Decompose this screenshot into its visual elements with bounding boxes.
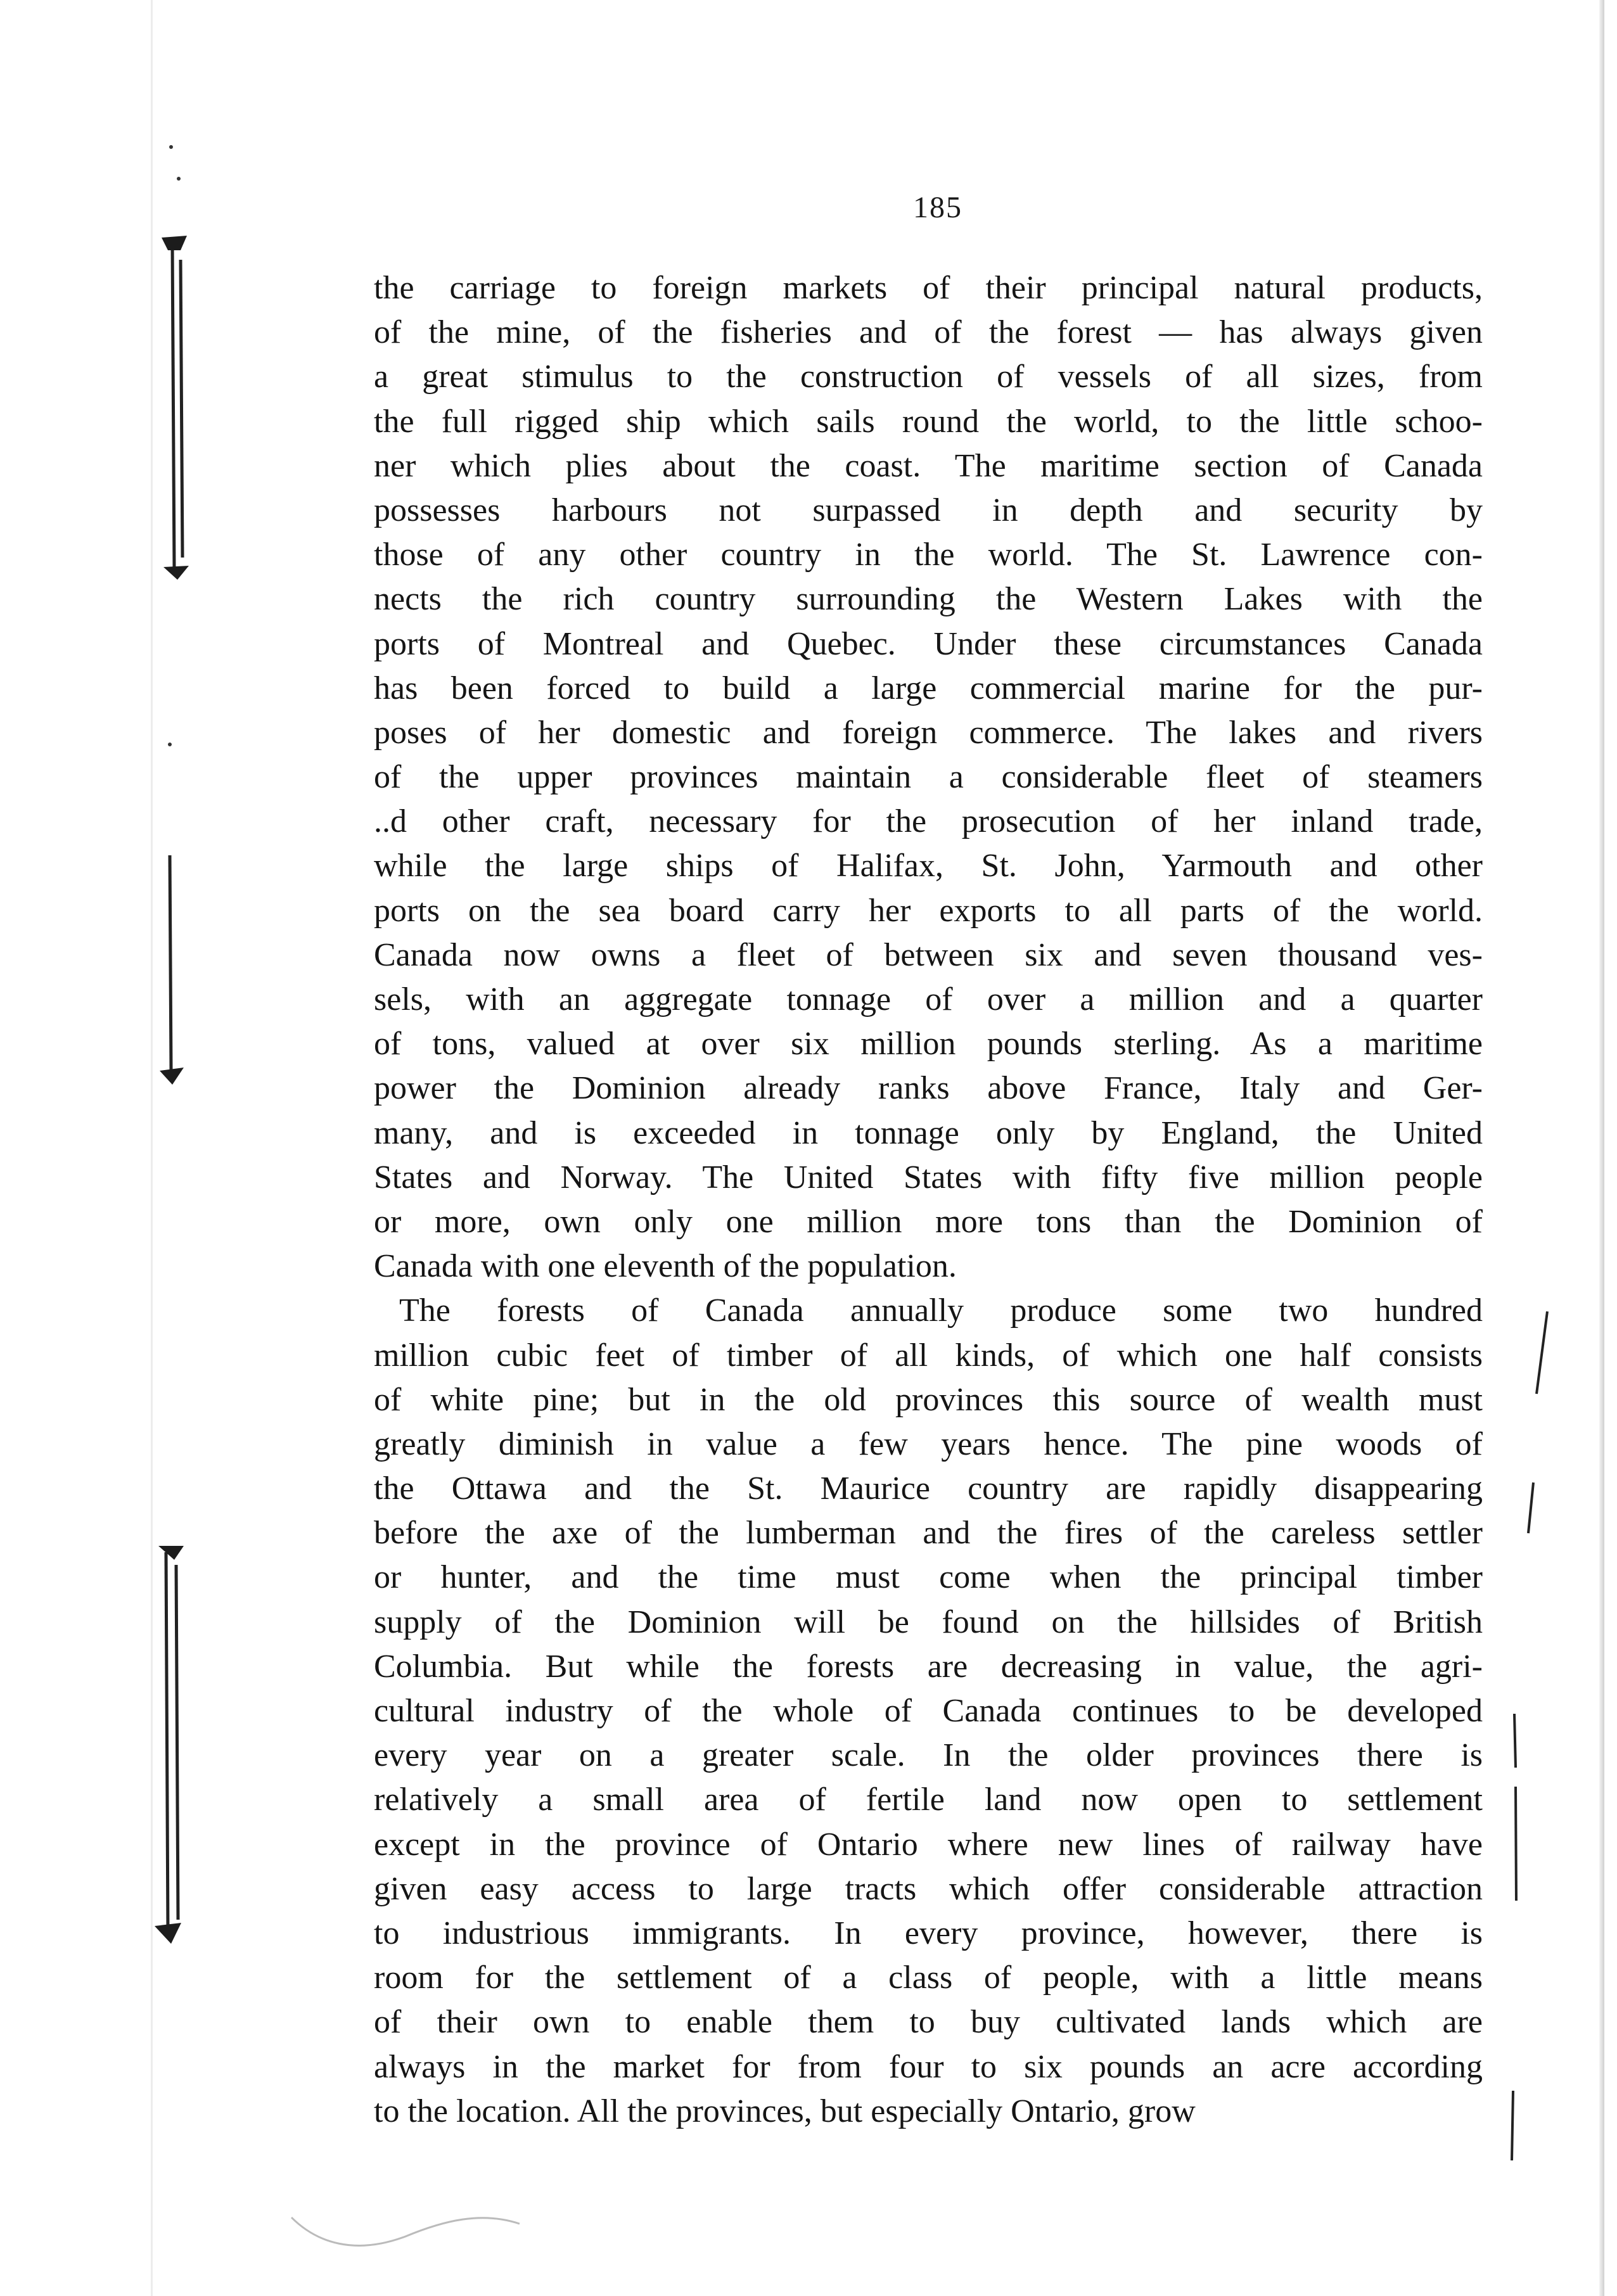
text-line: relatively a small area of fertile land now open to settlement (374, 1782, 1483, 1818)
text-line: the full rigged ship which sails round the world, to the little schoo- (374, 403, 1483, 440)
page-edge-shadow (1599, 0, 1604, 2296)
text-line: Canada now owns a fleet of between six and seven thousand ves- (374, 936, 1483, 973)
text-line: sels, with an aggregate tonnage of over a million and a quarter (374, 981, 1483, 1017)
text-line: given easy access to large tracts which offer considerable attraction (374, 1870, 1483, 1907)
text-line: always in the market for from four to six pounds an acre according (374, 2048, 1483, 2085)
text-line: room for the settlement of a class of people, with a little means (374, 1960, 1483, 1996)
text-line: cultural industry of the whole of Canada continues to be developed (374, 1693, 1483, 1729)
text-line: power the Dominion already ranks above France, Italy and Ger- (374, 1070, 1483, 1107)
text-line: ..d other craft, necessary for the prosecution of her inland trade, (374, 803, 1483, 840)
text-line: Canada with one eleventh of the population. (374, 1248, 957, 1285)
text-line: of the mine, of the fisheries and of the forest — has always given (374, 314, 1483, 351)
text-line: or more, own only one million more tons than the Dominion of (374, 1203, 1483, 1240)
text-line: of their own to enable them to buy cultivated lands which are (374, 2004, 1483, 2041)
text-line: except in the province of Ontario where new lines of railway have (374, 1826, 1483, 1863)
text-line: greatly diminish in value a few years hence. The pine woods of (374, 1425, 1483, 1462)
text-line: to industrious immigrants. In every province, however, there is (374, 1915, 1483, 1951)
text-line: of tons, valued at over six million pounds sterling. As a maritime (374, 1026, 1483, 1062)
text-line: every year on a greater scale. In the older provinces there is (374, 1737, 1483, 1774)
text-line: Columbia. But while the forests are decreasing in value, the agri- (374, 1648, 1483, 1685)
text-line: a great stimulus to the construction of vessels of all sizes, from (374, 359, 1483, 395)
text-line: supply of the Dominion will be found on the hillsides of British (374, 1604, 1483, 1640)
text-line: to the location. All the provinces, but especially Ontario, grow (374, 2093, 1196, 2129)
text-line: of the upper provinces maintain a considerable fleet of steamers (374, 759, 1483, 796)
text-line: of white pine; but in the old provinces this source of wealth must (374, 1381, 1483, 1418)
paragraph-1 (374, 266, 1483, 1289)
text-line: million cubic feet of timber of all kinds, of which one half consists (374, 1337, 1483, 1374)
text-line: poses of her domestic and foreign commerce. The lakes and rivers (374, 714, 1483, 751)
text-line: while the large ships of Halifax, St. John, Yarmouth and other (374, 848, 1483, 884)
text-line: ports of Montreal and Quebec. Under these circumstances Canada (374, 625, 1483, 662)
body-text (374, 266, 1483, 2134)
text-line: those of any other country in the world. The St. Lawrence con- (374, 537, 1483, 573)
text-line: has been forced to build a large commercial marine for the pur- (374, 670, 1483, 706)
text-line: the Ottawa and the St. Maurice country are rapidly disappearing (374, 1470, 1483, 1507)
text-line: many, and is exceeded in tonnage only by England, the United (374, 1114, 1483, 1151)
paragraph-2 (374, 1289, 1483, 2134)
text-line: or hunter, and the time must come when the principal timber (374, 1559, 1483, 1596)
page-number: 185 (913, 191, 962, 224)
text-line: possesses harbours not surpassed in depth and security by (374, 492, 1483, 528)
text-line: the carriage to foreign markets of their principal natural products, (374, 270, 1483, 306)
text-line: before the axe of the lumberman and the fires of the careless settler (374, 1515, 1483, 1552)
text-line: ner which plies about the coast. The maritime section of Canada (374, 447, 1483, 484)
text-line: ports on the sea board carry her exports to all parts of the world. (374, 892, 1483, 929)
binding-gutter (151, 0, 153, 2296)
text-line: States and Norway. The United States with fifty five million people (374, 1159, 1483, 1196)
text-line: The forests of Canada annually produce some two hundred (399, 1292, 1483, 1329)
text-line: nects the rich country surrounding the Western Lakes with the (374, 581, 1483, 618)
